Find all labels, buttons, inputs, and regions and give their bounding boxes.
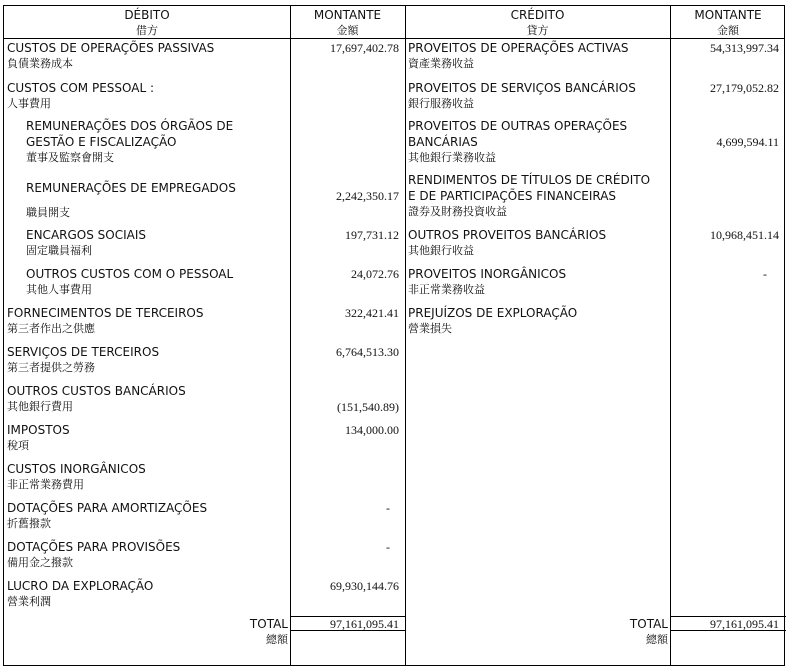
debit-label-pt: OUTROS CUSTOS COM O PESSOAL: [26, 267, 234, 281]
debit-row: [26, 266, 233, 298]
credit-header-zh: 貸方: [526, 24, 549, 37]
debit-label-pt: IMPOSTOS: [7, 423, 70, 437]
debit-label-zh: 固定職員福利: [26, 244, 92, 257]
credit-label-zh: 營業損失: [408, 322, 452, 335]
credit-label-pt: OUTROS PROVEITOS BANCÁRIOS: [408, 228, 607, 242]
debit-row: [7, 500, 207, 532]
column-divider: [290, 6, 291, 665]
credit-label-pt: PROVEITOS INORGÂNICOS: [408, 267, 567, 281]
debit-label-zh: 非正常業務費用: [7, 478, 84, 491]
debit-label-pt: LUCRO DA EXPLORAÇÃO: [7, 579, 154, 593]
debit-row: [7, 305, 203, 337]
credit-total-label: [584, 616, 668, 648]
debit-label-pt: REMUNERAÇÕES DE EMPREGADOS: [26, 181, 236, 195]
debit-label-zh: 負債業務成本: [7, 57, 73, 70]
debit-amount: 17,697,402.78: [330, 41, 399, 55]
debit-header: [4, 8, 290, 38]
debit-row: [7, 383, 186, 415]
credit-label-zh: 資產業務收益: [408, 57, 474, 70]
debit-label-zh: 稅項: [7, 439, 29, 452]
debit-row: [26, 180, 236, 221]
debit-label-zh: 營業利潤: [7, 595, 51, 608]
debit-row: [7, 344, 159, 376]
column-divider: [405, 6, 406, 665]
credit-row: [408, 172, 650, 220]
credit-label-pt: PREJUÍZOS DE EXPLORAÇÃO: [408, 306, 578, 320]
debit-amount: (151,540.89): [337, 400, 399, 414]
debit-amount: -: [386, 501, 390, 515]
debit-label-pt: REMUNERAÇÕES DOS ÓRGÃOS DE GESTÃO E FISCALIZAÇÃO: [26, 119, 234, 149]
debit-row: [26, 118, 233, 166]
amount-header-zh: 金額: [717, 24, 739, 37]
column-divider: [670, 6, 671, 665]
debit-amount: 197,731.12: [345, 228, 399, 242]
credit-label-pt: PROVEITOS DE OPERAÇÕES ACTIVAS: [408, 41, 629, 55]
debit-amount: 322,421.41: [345, 306, 399, 320]
credit-label-zh: 其他銀行業務收益: [408, 151, 496, 164]
credit-row: [408, 40, 628, 72]
debit-amount: 134,000.00: [345, 423, 399, 437]
credit-total-amount: 97,161,095.41: [710, 617, 779, 631]
total-label-zh: 總額: [646, 633, 668, 646]
debit-label-zh: 折舊撥款: [7, 517, 51, 530]
debit-label-zh: 董事及監察會開支: [26, 151, 114, 164]
debit-row: [7, 578, 153, 610]
debit-label-zh: 第三者提供之勞務: [7, 361, 95, 374]
debit-label-pt: CUSTOS INORGÂNICOS: [7, 462, 146, 476]
credit-row: [408, 118, 627, 166]
profit-loss-table: [3, 5, 785, 666]
debit-label-pt: CUSTOS DE OPERAÇÕES PASSIVAS: [7, 41, 215, 55]
credit-amount: -: [763, 267, 767, 281]
debit-label-pt: CUSTOS COM PESSOAL :: [7, 81, 155, 95]
credit-amount: 4,699,594.11: [716, 135, 779, 149]
debit-total-amount: 97,161,095.41: [330, 617, 399, 631]
credit-header: [405, 8, 670, 38]
credit-label-zh: 銀行服務收益: [408, 97, 474, 110]
debit-row: [7, 461, 146, 493]
debit-amount-header: [290, 8, 405, 38]
credit-row: [408, 227, 606, 259]
credit-label-pt: RENDIMENTOS DE TÍTULOS DE CRÉDITO E DE PARTICIPAÇÕES FINANCEIRAS: [408, 173, 651, 203]
debit-total-label: [204, 616, 288, 648]
amount-header-pt: MONTANTE: [313, 8, 382, 22]
credit-amount: 27,179,052.82: [710, 81, 779, 95]
credit-label-zh: 證券及財務投資收益: [408, 205, 507, 218]
credit-label-zh: 非正常業務收益: [408, 283, 485, 296]
debit-label-zh: 職員開支: [26, 206, 70, 219]
debit-header-zh: 借方: [136, 24, 158, 37]
credit-label-pt: PROVEITOS DE SERVIÇOS BANCÁRIOS: [408, 81, 636, 95]
credit-amount: 10,968,451.14: [710, 228, 779, 242]
total-label-zh: 總額: [266, 633, 288, 646]
credit-row: [408, 305, 577, 337]
debit-row: [7, 40, 214, 72]
credit-label-zh: 其他銀行收益: [408, 244, 474, 257]
debit-label-zh: 其他銀行費用: [7, 400, 73, 413]
credit-amount: 54,313,997.34: [710, 41, 779, 55]
debit-header-pt: DÉBITO: [124, 8, 170, 22]
total-label-pt: TOTAL: [629, 617, 668, 631]
debit-label-zh: 第三者作出之供應: [7, 322, 95, 335]
credit-label-pt: PROVEITOS DE OUTRAS OPERAÇÕES BANCÁRIAS: [408, 119, 628, 149]
debit-label-pt: OUTROS CUSTOS BANCÁRIOS: [7, 384, 186, 398]
debit-amount: 2,242,350.17: [336, 189, 399, 203]
debit-row: [7, 80, 154, 112]
debit-row: [7, 422, 70, 454]
debit-label-zh: 備用金之撥款: [7, 556, 73, 569]
debit-row: [26, 227, 146, 259]
header-divider: [4, 38, 784, 39]
debit-label-pt: FORNECIMENTOS DE TERCEIROS: [7, 306, 204, 320]
debit-label-pt: SERVIÇOS DE TERCEIROS: [7, 345, 160, 359]
debit-label-pt: DOTAÇÕES PARA PROVISÕES: [7, 540, 181, 554]
credit-amount-header: [670, 8, 786, 38]
debit-amount: 24,072.76: [351, 267, 399, 281]
total-label-pt: TOTAL: [249, 617, 288, 631]
amount-header-zh: 金額: [336, 24, 359, 37]
debit-amount: 6,764,513.30: [336, 345, 399, 359]
debit-label-zh: 人事費用: [7, 97, 51, 110]
amount-header-pt: MONTANTE: [694, 8, 762, 22]
debit-amount: -: [386, 540, 390, 554]
debit-amount: 69,930,144.76: [330, 579, 399, 593]
credit-row: [408, 80, 636, 112]
credit-row: [408, 266, 566, 298]
debit-label-pt: ENCARGOS SOCIAIS: [26, 228, 147, 242]
debit-row: [7, 539, 180, 571]
debit-label-zh: 其他人事費用: [26, 283, 92, 296]
debit-label-pt: DOTAÇÕES PARA AMORTIZAÇÕES: [7, 501, 208, 515]
credit-header-pt: CRÉDITO: [510, 8, 565, 22]
